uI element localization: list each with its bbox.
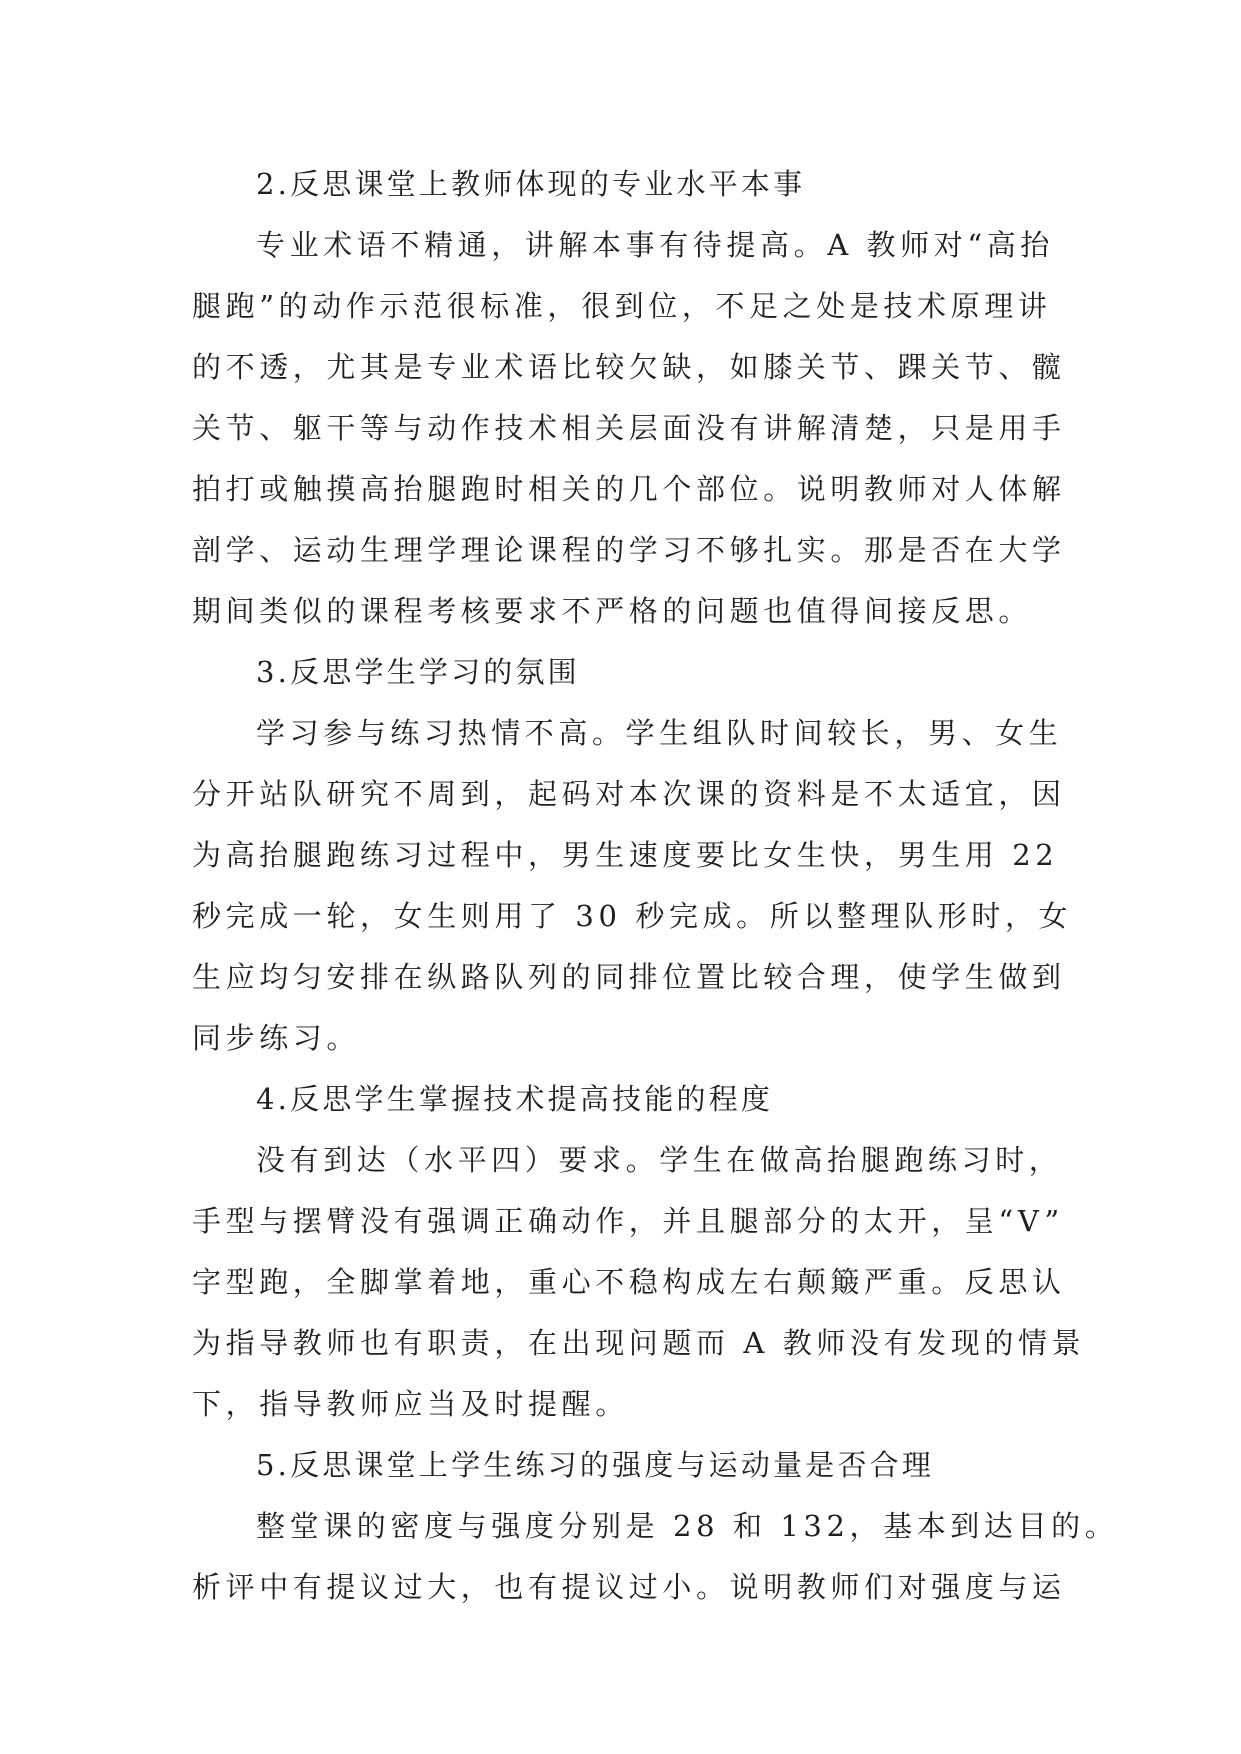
paragraph-line: 学习参与练习热情不高。学生组队时间较长，男、女生 (256, 716, 1063, 750)
paragraph-line: 手型与摆臂没有强调正确动作，并且腿部分的太开，呈“V” (192, 1204, 1064, 1238)
paragraph-line: 生应均匀安排在纵路队列的同排位置比较合理，使学生做到 (192, 960, 1066, 994)
document-body (192, 154, 1119, 1618)
paragraph-line: 拍打或触摸高抬腿跑时相关的几个部位。说明教师对人体解 (192, 472, 1066, 506)
section-heading: 5.反思课堂上学生练习的强度与运动量是否合理 (256, 1448, 935, 1482)
paragraph-line: 析评中有提议过大，也有提议过小。说明教师们对强度与运 (192, 1570, 1066, 1604)
paragraph-line: 分开站队研究不周到，起码对本次课的资料是不太适宜，因 (192, 777, 1066, 811)
section-heading: 4.反思学生掌握技术提高技能的程度 (256, 1082, 774, 1116)
paragraph-line: 没有到达（水平四）要求。学生在做高抬腿跑练习时， (256, 1143, 1063, 1177)
paragraph-line: 秒完成一轮，女生则用了 30 秒完成。所以整理队形时，女 (192, 899, 1073, 933)
section-heading: 3.反思学生学习的氛围 (256, 655, 580, 689)
paragraph-line: 下，指导教师应当及时提醒。 (192, 1387, 629, 1421)
section-heading: 2.反思课堂上教师体现的专业水平本事 (256, 167, 806, 201)
paragraph-line: 专业术语不精通，讲解本事有待提高。A 教师对“高抬 (256, 228, 1054, 262)
paragraph-line: 剖学、运动生理学理论课程的学习不够扎实。那是否在大学 (192, 533, 1066, 567)
paragraph-line: 为指导教师也有职责，在出现问题而 A 教师没有发现的情景 (192, 1326, 1086, 1360)
paragraph-line: 为高抬腿跑练习过程中，男生速度要比女生快，男生用 22 (192, 838, 1059, 872)
paragraph-line: 同步练习。 (192, 1021, 361, 1055)
paragraph-line: 的不透，尤其是专业术语比较欠缺，如膝关节、踝关节、髋 (192, 350, 1066, 384)
paragraph-line: 腿跑”的动作示范很标准，很到位，不足之处是技术原理讲 (192, 289, 1052, 323)
paragraph-line: 关节、躯干等与动作技术相关层面没有讲解清楚，只是用手 (192, 411, 1066, 445)
paragraph-line: 字型跑，全脚掌着地，重心不稳构成左右颠簸严重。反思认 (192, 1265, 1066, 1299)
paragraph-line: 期间类似的课程考核要求不严格的问题也值得间接反思。 (192, 594, 1033, 628)
paragraph-line: 整堂课的密度与强度分别是 28 和 132，基本到达目的。 (256, 1509, 1119, 1543)
